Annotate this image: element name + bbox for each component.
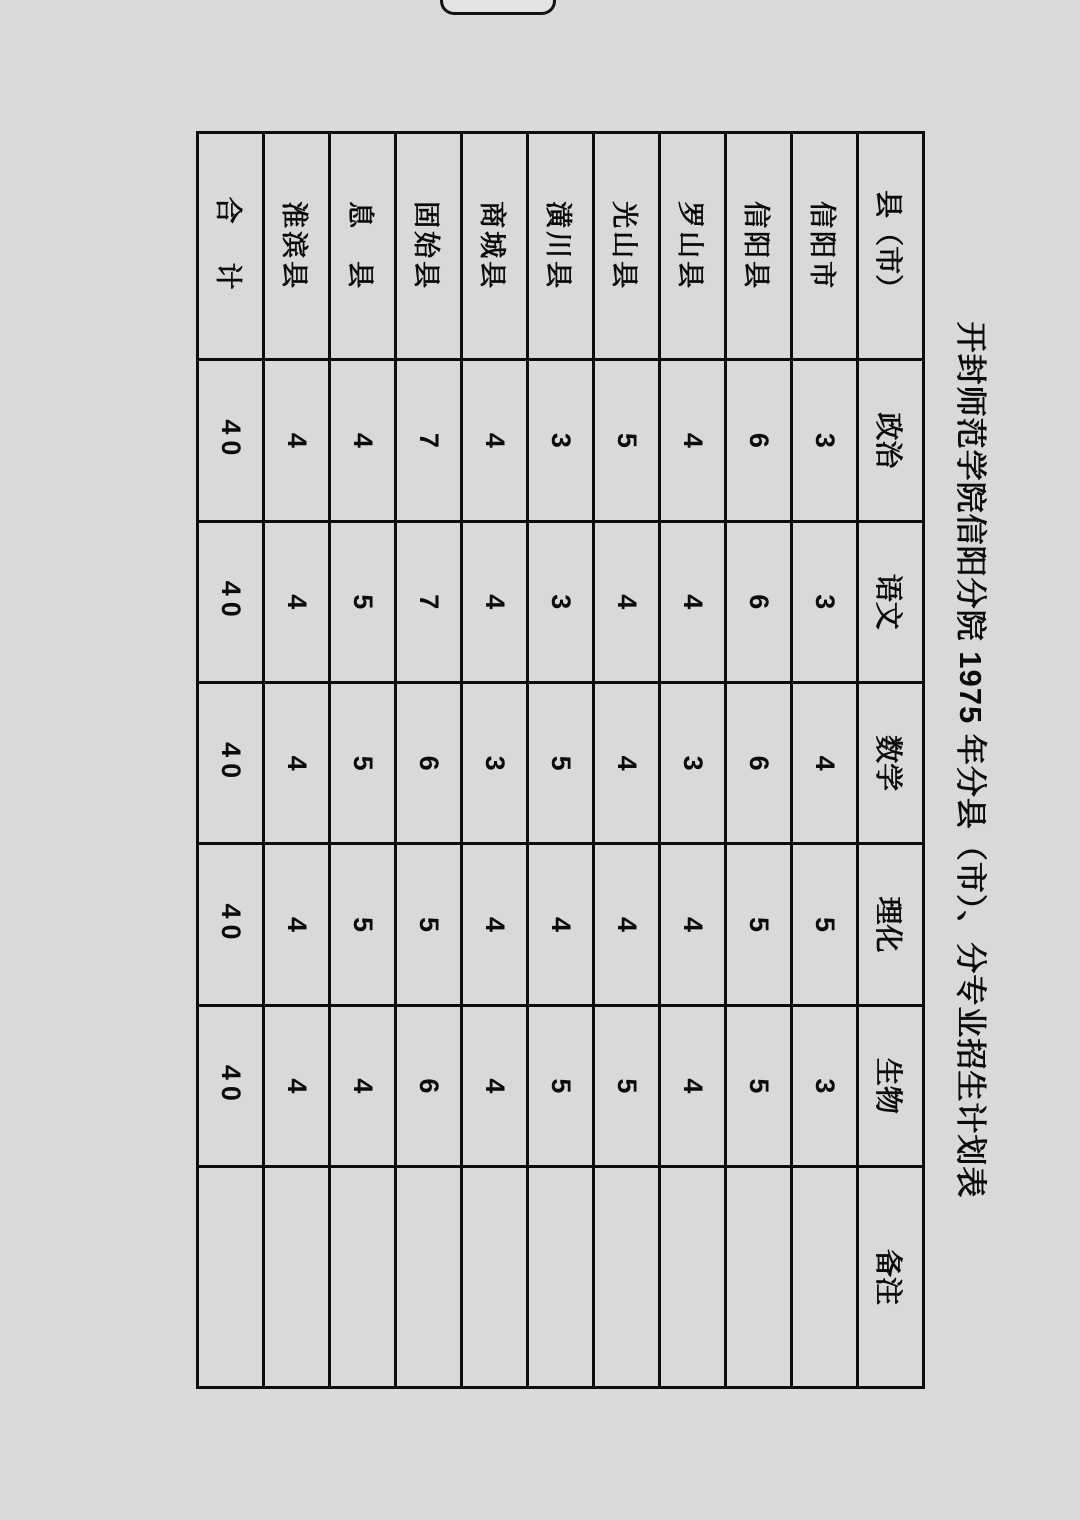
cell-politics: 4 — [462, 360, 528, 521]
table-header-row — [858, 133, 924, 1388]
cell-politics: 7 — [396, 360, 462, 521]
cell-politics: 3 — [528, 360, 594, 521]
cell-politics: 3 — [792, 360, 858, 521]
total-physics-chemistry: 40 — [198, 844, 264, 1005]
table-row — [726, 133, 792, 1388]
cell-chinese: 3 — [528, 521, 594, 682]
cell-physics-chemistry: 4 — [594, 844, 660, 1005]
cell-remarks — [660, 1167, 726, 1388]
cell-remarks — [792, 1167, 858, 1388]
row-county-name: 光山县 — [594, 133, 660, 360]
table-row — [396, 133, 462, 1388]
cell-remarks — [726, 1167, 792, 1388]
cell-chinese: 4 — [660, 521, 726, 682]
cell-physics-chemistry: 5 — [396, 844, 462, 1005]
cell-politics: 6 — [726, 360, 792, 521]
column-header-remarks: 备注 — [858, 1167, 924, 1388]
row-county-name: 淮滨县 — [264, 133, 330, 360]
page-title: 开封师范学院信阳分院 1975 年分县（市）、分专业招生计划表 — [953, 321, 988, 1199]
column-header-physics-chemistry: 理化 — [858, 844, 924, 1005]
cell-math: 6 — [726, 682, 792, 843]
column-header-politics: 政治 — [858, 360, 924, 521]
cell-chinese: 3 — [792, 521, 858, 682]
row-county-name: 商城县 — [462, 133, 528, 360]
document-body — [40, 70, 1040, 1450]
row-county-name: 息 县 — [330, 133, 396, 360]
cell-math: 3 — [660, 682, 726, 843]
cell-chinese: 4 — [264, 521, 330, 682]
cell-math: 4 — [594, 682, 660, 843]
scan-edge-mark — [440, 0, 556, 15]
cell-math: 3 — [462, 682, 528, 843]
rotated-document-wrapper — [40, 70, 1040, 1450]
cell-math: 4 — [792, 682, 858, 843]
cell-biology: 3 — [792, 1005, 858, 1166]
cell-physics-chemistry: 5 — [726, 844, 792, 1005]
cell-remarks — [594, 1167, 660, 1388]
cell-biology: 4 — [330, 1005, 396, 1166]
table-row — [462, 133, 528, 1388]
table-row — [264, 133, 330, 1388]
cell-politics: 4 — [660, 360, 726, 521]
total-remarks — [198, 1167, 264, 1388]
cell-physics-chemistry: 5 — [792, 844, 858, 1005]
column-header-math: 数学 — [858, 682, 924, 843]
table-row — [660, 133, 726, 1388]
table-row — [330, 133, 396, 1388]
cell-politics: 4 — [264, 360, 330, 521]
cell-physics-chemistry: 5 — [330, 844, 396, 1005]
total-politics: 40 — [198, 360, 264, 521]
cell-biology: 4 — [660, 1005, 726, 1166]
table-row — [792, 133, 858, 1388]
column-header-biology: 生物 — [858, 1005, 924, 1166]
cell-remarks — [264, 1167, 330, 1388]
table-total-row — [198, 133, 264, 1388]
cell-remarks — [396, 1167, 462, 1388]
enrollment-plan-table — [196, 131, 925, 1389]
table-row — [594, 133, 660, 1388]
cell-biology: 5 — [726, 1005, 792, 1166]
total-math: 40 — [198, 682, 264, 843]
cell-biology: 4 — [264, 1005, 330, 1166]
cell-biology: 4 — [462, 1005, 528, 1166]
column-header-chinese: 语文 — [858, 521, 924, 682]
cell-chinese: 7 — [396, 521, 462, 682]
total-chinese: 40 — [198, 521, 264, 682]
cell-math: 4 — [264, 682, 330, 843]
cell-chinese: 6 — [726, 521, 792, 682]
cell-biology: 6 — [396, 1005, 462, 1166]
cell-chinese: 4 — [462, 521, 528, 682]
cell-physics-chemistry: 4 — [660, 844, 726, 1005]
cell-remarks — [462, 1167, 528, 1388]
cell-remarks — [528, 1167, 594, 1388]
cell-math: 5 — [330, 682, 396, 843]
row-county-name: 潢川县 — [528, 133, 594, 360]
cell-politics: 4 — [330, 360, 396, 521]
cell-biology: 5 — [528, 1005, 594, 1166]
total-biology: 40 — [198, 1005, 264, 1166]
row-county-name: 罗山县 — [660, 133, 726, 360]
cell-chinese: 4 — [594, 521, 660, 682]
cell-politics: 5 — [594, 360, 660, 521]
cell-biology: 5 — [594, 1005, 660, 1166]
cell-physics-chemistry: 4 — [528, 844, 594, 1005]
table-row — [528, 133, 594, 1388]
column-header-county: 县（市） — [858, 133, 924, 360]
cell-chinese: 5 — [330, 521, 396, 682]
row-county-name: 信阳县 — [726, 133, 792, 360]
cell-math: 5 — [528, 682, 594, 843]
row-county-name: 信阳市 — [792, 133, 858, 360]
cell-physics-chemistry: 4 — [264, 844, 330, 1005]
row-total-label: 合 计 — [198, 133, 264, 360]
cell-math: 6 — [396, 682, 462, 843]
cell-remarks — [330, 1167, 396, 1388]
cell-physics-chemistry: 4 — [462, 844, 528, 1005]
row-county-name: 固始县 — [396, 133, 462, 360]
